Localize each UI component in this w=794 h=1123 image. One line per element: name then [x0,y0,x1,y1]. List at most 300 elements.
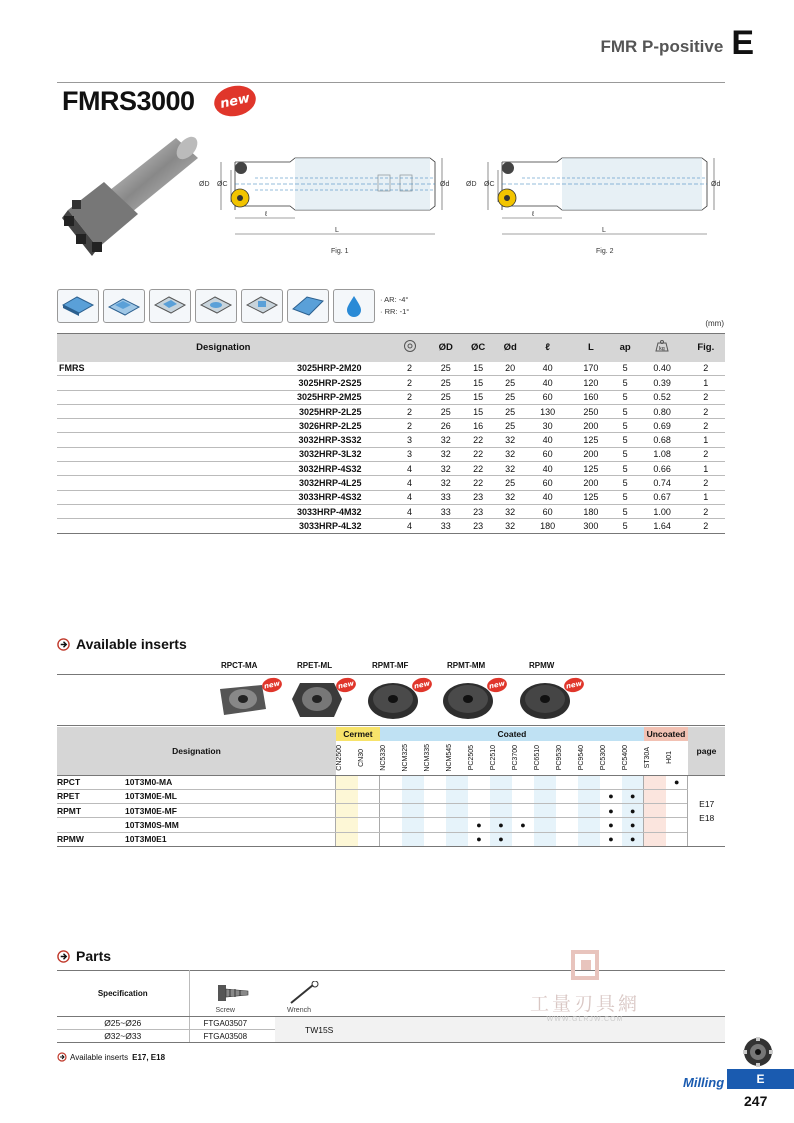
note-text: Available inserts [70,1052,129,1062]
dim-label-l: ℓ [265,211,268,218]
spec-cell-l: 30 [526,419,569,433]
spec-cell-kg: 0.40 [638,362,687,376]
spec-cell-kg: 0.67 [638,490,687,504]
grade-cell [512,789,534,803]
grade-cell [534,832,556,846]
milling-label: Milling [683,1075,725,1090]
new-badge-rpmw: new [563,676,585,694]
range-1: Ø25~Ø26 [57,1017,189,1030]
grade-cell: ● [468,832,490,846]
spec-cell-l: 40 [526,433,569,447]
col-d: Ød [494,334,526,362]
spec-row [57,519,725,533]
grade-cell [424,789,446,803]
spec-cell-D: 32 [430,462,462,476]
grade-cell [534,775,556,789]
spec-table [57,333,725,534]
grade-cell: ● [490,818,512,832]
fig2-dim-label-d: Ød [711,181,721,188]
col-l: ℓ [526,334,569,362]
new-badge: new [211,82,258,120]
grade-cell [490,775,512,789]
spec-cell-L: 170 [569,362,612,376]
spec-cell-L: 200 [569,447,612,461]
category-title: FMR P-positive [600,37,724,56]
spec-cell-L: 120 [569,376,612,390]
grade-cell [468,775,490,789]
spec-row [57,362,725,376]
new-badge-rpet: new [335,676,357,694]
grade-cell [578,804,600,818]
grade-cell: ● [622,832,644,846]
spec-cell-z: 4 [390,476,430,490]
spec-cell-z: 2 [390,419,430,433]
grade-header [600,741,622,775]
grade-header [644,741,666,775]
spec-family [57,519,117,533]
grade-label: PC2510 [489,745,497,771]
spec-cell-code: 3032HRP-4S32 [117,462,390,476]
spec-cell-d: 25 [494,419,526,433]
grade-cell: ● [622,789,644,803]
spec-row [57,504,725,518]
grade-header [490,741,512,775]
spec-family [57,490,117,504]
spec-cell-d: 25 [494,476,526,490]
spec-cell-fig: 2 [687,390,725,404]
spec-cell-L: 180 [569,504,612,518]
available-inserts-note [57,1052,165,1062]
figure-2-caption: Fig. 2 [596,248,614,255]
grade-header [336,741,358,775]
spec-cell-kg: 1.08 [638,447,687,461]
shape-label-rpct: RPCT-MA [221,661,258,670]
grade-header [424,741,446,775]
grade-cell [512,832,534,846]
col-D: ØD [430,334,462,362]
spec-cell-l: 60 [526,504,569,518]
spec-cell-d: 32 [494,519,526,533]
grade-cell [402,818,424,832]
grade-cell: ● [622,804,644,818]
grade-label: NCM545 [445,743,453,772]
spec-cell-ap: 5 [613,433,638,447]
grade-label: PC2505 [467,745,475,771]
grade-cell [600,775,622,789]
grade-cell [534,818,556,832]
new-badge-rpmt-mf: new [411,676,433,694]
inserts-col-designation: Designation [57,727,336,775]
spec-cell-fig: 2 [687,419,725,433]
spec-cell-l: 130 [526,404,569,418]
grade-cell [336,789,358,803]
grade-cell: ● [512,818,534,832]
grade-header [556,741,578,775]
spec-row [57,419,725,433]
parts-spec-label: Specification [57,971,189,1017]
grade-cell [490,789,512,803]
arrow-circle-icon [57,950,70,963]
spec-cell-code: 3032HRP-3S32 [117,433,390,447]
spec-row [57,390,725,404]
grade-cell: ● [490,832,512,846]
grade-cell [402,789,424,803]
spec-cell-ap: 5 [613,490,638,504]
wrench-icon [287,981,323,1005]
grade-cell [446,832,468,846]
spec-cell-d: 25 [494,404,526,418]
watermark-url: WWW.GLRJW.COM [546,1016,624,1023]
grade-cell [468,804,490,818]
spec-family [57,404,117,418]
wrench-label: Wrench [287,1007,311,1014]
ramping-icon [287,289,329,323]
weight-icon [654,339,670,353]
spec-cell-kg: 1.64 [638,519,687,533]
grade-cell [644,804,666,818]
grade-cell [358,775,380,789]
grade-cell [380,818,402,832]
insert-family: RPMW [57,832,125,846]
parts-title: Parts [76,948,112,964]
screw-code-1: FTGA03507 [189,1017,275,1030]
grade-cell [446,775,468,789]
spec-family [57,504,117,518]
fig2-dim-label-C: ØC [484,181,495,188]
radial-rake-angle: · RR: -1° [380,307,410,316]
spec-cell-d: 32 [494,490,526,504]
spec-row [57,476,725,490]
pocketing-icon [195,289,237,323]
watermark-logo [565,950,605,980]
grade-cell: ● [600,832,622,846]
spec-cell-code: 3025HRP-2M20 [117,362,390,376]
insert-pages [688,775,725,846]
col-fig: Fig. [687,334,725,362]
spec-cell-d: 25 [494,390,526,404]
arrow-circle-icon [57,1052,67,1062]
spec-cell-L: 125 [569,433,612,447]
spec-cell-ap: 5 [613,419,638,433]
spec-cell-D: 25 [430,376,462,390]
grade-cell [446,818,468,832]
dim-label-d: Ød [440,181,450,188]
spec-cell-D: 33 [430,519,462,533]
figure-2-drawing [462,150,727,240]
grade-cell [380,804,402,818]
grade-cell [666,818,688,832]
grade-cell [578,775,600,789]
spec-cell-L: 200 [569,419,612,433]
axial-rake-angle: · AR: -4° [380,295,409,304]
grade-cell [468,789,490,803]
spec-cell-code: 3025HRP-2L25 [117,404,390,418]
grade-cell [666,832,688,846]
spec-cell-kg: 0.68 [638,433,687,447]
spec-cell-code: 3033HRP-4S32 [117,490,390,504]
grade-cell [556,804,578,818]
spec-cell-d: 32 [494,447,526,461]
spec-cell-kg: 1.00 [638,504,687,518]
spec-cell-z: 2 [390,376,430,390]
spec-cell-fig: 2 [687,519,725,533]
spec-cell-d: 32 [494,462,526,476]
grade-label: PC3700 [511,745,519,771]
spec-cell-code: 3026HRP-2L25 [117,419,390,433]
spec-cell-fig: 2 [687,362,725,376]
grade-header [534,741,556,775]
figure-1-drawing [195,150,450,240]
spec-cell-L: 125 [569,490,612,504]
grade-cell [358,804,380,818]
rake-angles [380,294,409,318]
spec-row [57,376,725,390]
spec-cell-d: 25 [494,376,526,390]
grade-cell [534,789,556,803]
spec-cell-d: 32 [494,504,526,518]
grade-header [446,741,468,775]
spec-cell-D: 33 [430,504,462,518]
spec-family [57,419,117,433]
insert-row [57,832,725,846]
spec-cell-fig: 2 [687,404,725,418]
spec-cell-D: 32 [430,447,462,461]
grade-cell [534,804,556,818]
grade-cell [556,818,578,832]
grade-cell: ● [600,789,622,803]
spec-cell-C: 15 [462,390,494,404]
grade-cell [358,832,380,846]
spec-cell-ap: 5 [613,476,638,490]
grade-cell [336,804,358,818]
spec-cell-ap: 5 [613,376,638,390]
spec-cell-kg: 0.80 [638,404,687,418]
screw-label: Screw [215,1007,235,1014]
grade-header [380,741,402,775]
grade-cell [578,832,600,846]
spec-cell-D: 25 [430,404,462,418]
spec-cell-l: 180 [526,519,569,533]
grade-label: PC5300 [599,745,607,771]
insert-code: 10T3M0E1 [125,832,336,846]
grade-cell: ● [622,818,644,832]
section-letter: E [731,24,754,62]
inserts-title: Available inserts [76,636,187,652]
grade-label: H01 [665,751,673,765]
spec-cell-l: 60 [526,447,569,461]
spec-cell-L: 250 [569,404,612,418]
spec-cell-code: 3025HRP-2M25 [117,390,390,404]
shape-label-rpmw: RPMW [529,661,555,670]
teeth-count-icon [403,339,417,353]
grade-cell [666,804,688,818]
spec-family [57,462,117,476]
spec-cell-z: 3 [390,447,430,461]
insert-code: 10T3M0E-MF [125,804,336,818]
grade-cell [644,818,666,832]
spec-cell-z: 2 [390,390,430,404]
grade-cell [402,775,424,789]
grade-cell [556,775,578,789]
unit-label: (mm) [705,319,724,328]
spec-cell-C: 23 [462,504,494,518]
fig2-dim-label-l: ℓ [532,211,535,218]
spec-cell-L: 300 [569,519,612,533]
spec-cell-D: 25 [430,362,462,376]
dim-label-C: ØC [217,181,228,188]
spec-cell-fig: 1 [687,433,725,447]
spec-cell-kg: 0.66 [638,462,687,476]
spec-cell-fig: 1 [687,376,725,390]
spec-cell-ap: 5 [613,362,638,376]
grade-header [468,741,490,775]
col-ap: ap [613,334,638,362]
grade-label: NCM335 [423,743,431,772]
grade-label: PC5400 [621,745,629,771]
spec-table-header [57,334,725,362]
insert-code: 10T3M0E-ML [125,789,336,803]
screw-cell [189,971,275,1017]
grade-header [622,741,644,775]
grade-cell [380,775,402,789]
spec-cell-l: 40 [526,490,569,504]
spec-cell-L: 160 [569,390,612,404]
spec-row [57,447,725,461]
grade-header [358,741,380,775]
insert-code: 10T3M0S-MM [125,818,336,832]
spec-cell-kg: 0.74 [638,476,687,490]
spec-family [57,476,117,490]
grade-label: PC9530 [555,745,563,771]
spec-cell-D: 25 [430,390,462,404]
spec-cell-l: 40 [526,362,569,376]
grade-cell [402,832,424,846]
group-cermet: Cermet [336,727,380,741]
application-icons [57,289,375,323]
col-designation: Designation [57,334,390,362]
spec-cell-ap: 5 [613,447,638,461]
inserts-table [57,727,725,847]
col-C: ØC [462,334,494,362]
spec-cell-L: 125 [569,462,612,476]
grade-cell [622,775,644,789]
spec-cell-code: 3032HRP-3L32 [117,447,390,461]
grade-cell [402,804,424,818]
spec-row [57,490,725,504]
grade-label: CN2500 [335,744,343,771]
plunging-icon [241,289,283,323]
grade-cell: ● [666,775,688,789]
grade-cell [336,832,358,846]
grade-cell [446,804,468,818]
spec-row [57,433,725,447]
grade-header [402,741,424,775]
insert-family [57,818,125,832]
grade-cell [446,789,468,803]
slotting-icon [149,289,191,323]
insert-row [57,818,725,832]
grade-cell [644,775,666,789]
spec-cell-D: 32 [430,476,462,490]
svg-text:kg: kg [659,346,665,353]
insert-code: 10T3M0-MA [125,775,336,789]
col-teeth-icon [390,334,430,362]
spec-cell-ap: 5 [613,519,638,533]
spec-cell-kg: 0.39 [638,376,687,390]
spec-cell-fig: 2 [687,476,725,490]
spec-cell-z: 4 [390,490,430,504]
dim-label-D: ØD [199,181,210,188]
section-tab: E [727,1069,794,1089]
grade-header [578,741,600,775]
spec-cell-D: 33 [430,490,462,504]
spec-family [57,447,117,461]
insert-row [57,789,725,803]
spec-cell-C: 22 [462,476,494,490]
watermark [530,950,640,1023]
grade-cell: ● [600,818,622,832]
spec-cell-ap: 5 [613,462,638,476]
spec-cell-z: 4 [390,504,430,518]
insert-row [57,775,725,789]
new-badge-rpct: new [261,676,283,694]
spec-cell-C: 15 [462,376,494,390]
spec-family: FMRS [57,362,117,376]
spec-cell-ap: 5 [613,404,638,418]
cutter-photo [58,132,208,262]
spec-family [57,433,117,447]
grade-cell [666,789,688,803]
grade-label: NC5330 [379,744,387,771]
spec-cell-code: 3033HRP-4M32 [117,504,390,518]
group-coated: Coated [380,727,644,741]
grade-cell [644,789,666,803]
grade-label: ST30A [643,747,651,769]
spec-cell-kg: 0.52 [638,390,687,404]
shape-label-rpet: RPET-ML [297,661,333,670]
group-uncoated: Uncoated [644,727,688,741]
grade-cell [578,789,600,803]
spec-cell-C: 16 [462,419,494,433]
grade-cell [358,789,380,803]
shape-label-rpmt-mm: RPMT-MM [447,661,486,670]
grade-cell [512,775,534,789]
figure-1-caption: Fig. 1 [331,248,349,255]
spec-cell-code: 3032HRP-4L25 [117,476,390,490]
spec-cell-ap: 5 [613,504,638,518]
spec-cell-z: 2 [390,362,430,376]
insert-row [57,804,725,818]
spec-cell-L: 200 [569,476,612,490]
grade-cell [578,818,600,832]
dim-label-L: L [335,227,339,234]
col-L: L [569,334,612,362]
page-header [601,26,754,60]
spec-cell-C: 23 [462,490,494,504]
spec-cell-kg: 0.69 [638,419,687,433]
spec-cell-fig: 2 [687,504,725,518]
grade-cell [556,832,578,846]
grade-cell [490,804,512,818]
inserts-heading [57,636,187,652]
spec-cell-C: 22 [462,447,494,461]
grade-label: CN30 [357,748,365,767]
grade-cell [424,804,446,818]
grade-cell [556,789,578,803]
spec-cell-d: 20 [494,362,526,376]
spec-cell-C: 15 [462,404,494,418]
spec-row [57,462,725,476]
